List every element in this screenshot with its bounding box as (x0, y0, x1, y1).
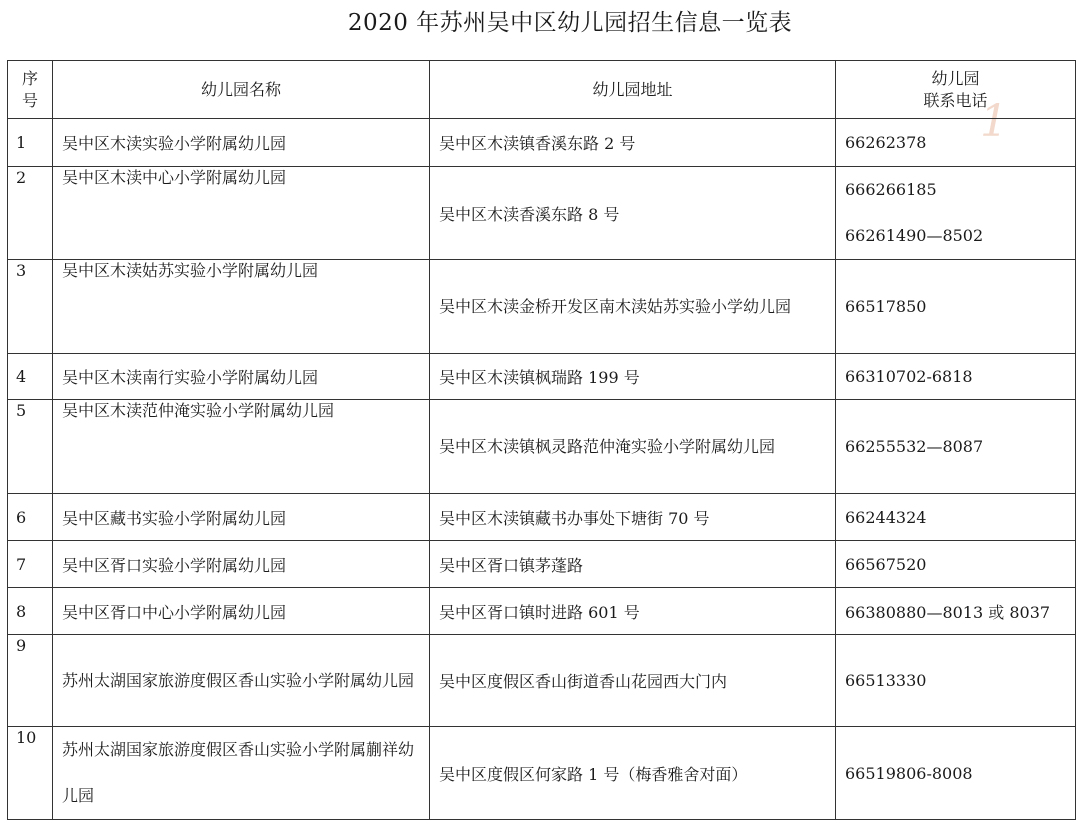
cell-address: 吴中区木渎镇枫灵路范仲淹实验小学附属幼儿园 (430, 400, 836, 494)
cell-name: 吴中区胥口实验小学附属幼儿园 (53, 541, 430, 588)
cell-phone: 66310702-6818 (836, 354, 1076, 400)
cell-no (8, 635, 53, 727)
cell-address: 吴中区度假区香山街道香山花园西大门内 (430, 635, 836, 727)
page-watermark: 1 (980, 96, 1008, 147)
cell-phone: 66513330 (836, 635, 1076, 727)
cell-address: 吴中区木渎镇藏书办事处下塘街 70 号 (430, 494, 836, 541)
cell-no-text: 5 (16, 401, 27, 420)
cell-name-text: 吴中区木渎姑苏实验小学附属幼儿园 (62, 261, 319, 280)
cell-phone: 66380880—8013 或 8037 (836, 588, 1076, 635)
cell-address: 吴中区木渎金桥开发区南木渎姑苏实验小学幼儿园 (430, 260, 836, 354)
cell-no: 1 (8, 119, 53, 167)
cell-no-text: 10 (16, 728, 37, 747)
header-no (8, 61, 53, 119)
cell-phone-line: 666266185 (845, 180, 937, 199)
table-row (8, 727, 1076, 820)
table-row (8, 260, 1076, 354)
kindergarten-table (7, 60, 1076, 820)
header-address: 幼儿园地址 (430, 61, 836, 119)
cell-no-text: 2 (16, 168, 27, 187)
table-row (8, 588, 1076, 635)
header-name: 幼儿园名称 (53, 61, 430, 119)
cell-no: 7 (8, 541, 53, 588)
cell-no-text: 3 (16, 261, 27, 280)
cell-no: 6 (8, 494, 53, 541)
cell-phone: 66519806-8008 (836, 727, 1076, 820)
table-row (8, 635, 1076, 727)
cell-name (53, 260, 430, 354)
cell-no (8, 260, 53, 354)
cell-address: 吴中区胥口镇时进路 601 号 (430, 588, 836, 635)
table-row (8, 400, 1076, 494)
cell-no (8, 167, 53, 260)
cell-address: 吴中区木渎香溪东路 8 号 (430, 167, 836, 260)
cell-name: 吴中区木渎实验小学附属幼儿园 (53, 119, 430, 167)
cell-phone: 66244324 (836, 494, 1076, 541)
table-row (8, 167, 1076, 260)
cell-phone: 66262378 (836, 119, 1076, 167)
cell-phone (836, 167, 1076, 260)
cell-name: 苏州太湖国家旅游度假区香山实验小学附属幼儿园 (53, 635, 430, 727)
cell-address: 吴中区木渎镇香溪东路 2 号 (430, 119, 836, 167)
cell-name-text: 吴中区木渎中心小学附属幼儿园 (62, 168, 287, 187)
page-title: 2020 年苏州吴中区幼儿园招生信息一览表 (347, 10, 793, 36)
header-phone-line2: 联系电话 (923, 90, 988, 110)
header-no-line1: 序 (21, 68, 38, 88)
header-phone-line1: 幼儿园 (931, 68, 980, 88)
cell-address: 吴中区木渎镇枫瑞路 199 号 (430, 354, 836, 400)
cell-phone: 66517850 (836, 260, 1076, 354)
cell-no-text: 9 (16, 636, 27, 655)
cell-name: 吴中区胥口中心小学附属幼儿园 (53, 588, 430, 635)
cell-phone: 66567520 (836, 541, 1076, 588)
cell-name: 吴中区木渎南行实验小学附属幼儿园 (53, 354, 430, 400)
table-row (8, 494, 1076, 541)
table-row (8, 541, 1076, 588)
cell-address: 吴中区胥口镇茅蓬路 (430, 541, 836, 588)
cell-name-text: 吴中区木渎范仲淹实验小学附属幼儿园 (62, 401, 335, 420)
cell-no: 4 (8, 354, 53, 400)
header-phone (836, 61, 1076, 119)
cell-phone-line: 66261490—8502 (845, 226, 984, 245)
cell-no (8, 727, 53, 820)
cell-phone: 66255532—8087 (836, 400, 1076, 494)
cell-name (53, 400, 430, 494)
cell-no: 8 (8, 588, 53, 635)
cell-name: 吴中区藏书实验小学附属幼儿园 (53, 494, 430, 541)
cell-name: 苏州太湖国家旅游度假区香山实验小学附属蒯祥幼儿园 (53, 727, 430, 820)
header-no-line2: 号 (21, 90, 38, 110)
cell-no (8, 400, 53, 494)
cell-name (53, 167, 430, 260)
table-header-row (8, 61, 1076, 119)
cell-address: 吴中区度假区何家路 1 号（梅香雅舍对面） (430, 727, 836, 820)
